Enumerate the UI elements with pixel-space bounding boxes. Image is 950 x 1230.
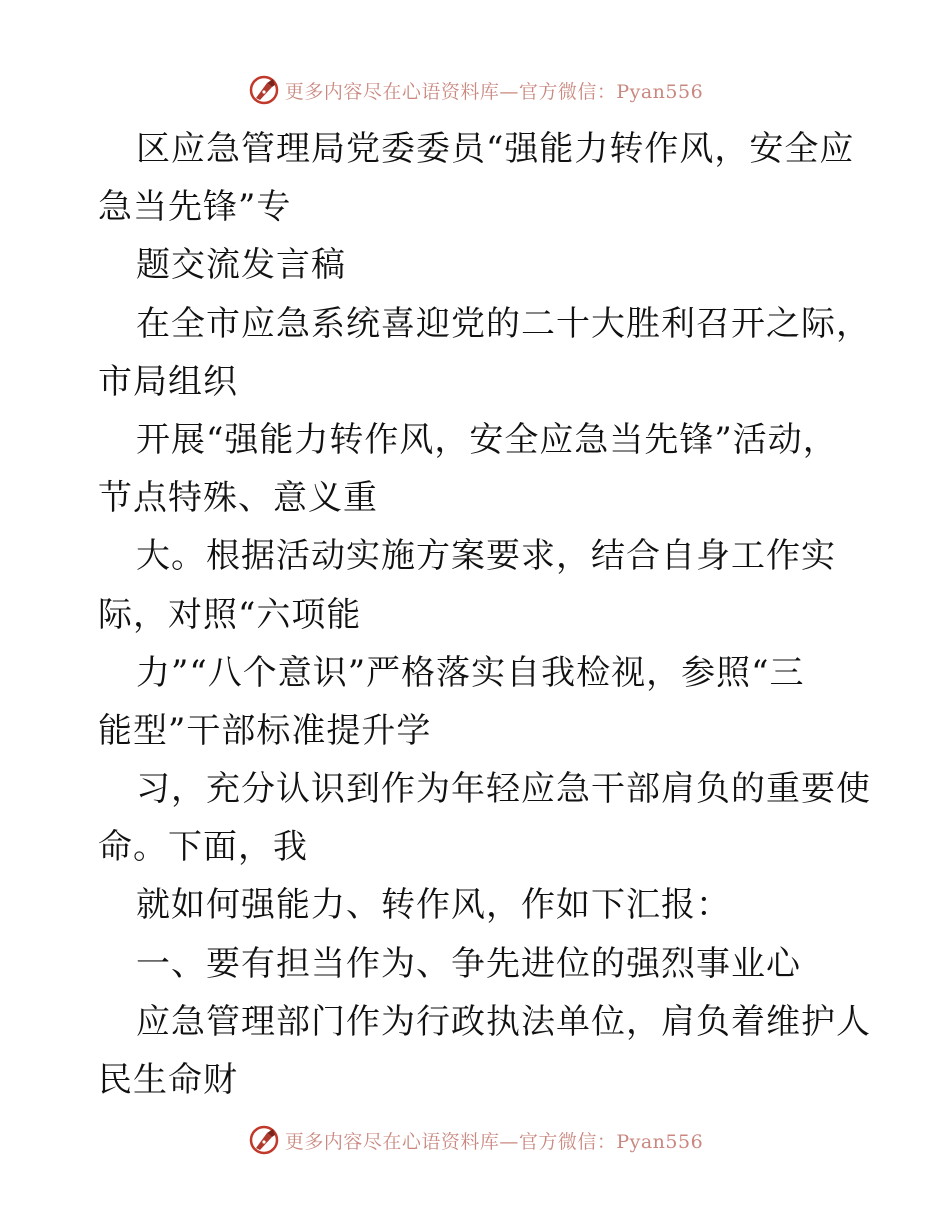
text-line: 一、要有担当作为、争先进位的强烈事业心 bbox=[136, 943, 801, 984]
document-body bbox=[98, 120, 871, 1109]
text-line: 命。下面，我 bbox=[98, 827, 308, 868]
header-watermark-banner bbox=[0, 70, 950, 110]
text-line: 能型”干部标准提升学 bbox=[98, 710, 432, 751]
text-line: 力”“八个意识”严格落实自我检视，参照“三 bbox=[136, 652, 805, 693]
text-line: 应急管理部门作为行政执法单位，肩负着维护人 bbox=[136, 1001, 871, 1042]
text-line: 际，对照“六项能 bbox=[98, 594, 362, 635]
text-line: 急当先锋”专 bbox=[98, 187, 292, 228]
text-line: 开展“强能力转作风，安全应急当先锋”活动， bbox=[136, 419, 838, 460]
text-line: 习，充分认识到作为年轻应急干部肩负的重要使 bbox=[136, 769, 871, 810]
text-line: 民生命财 bbox=[98, 1060, 238, 1100]
footer-watermark-banner bbox=[0, 1120, 950, 1160]
pen-nib-logo-icon bbox=[247, 73, 281, 107]
text-line: 题交流发言稿 bbox=[136, 245, 346, 286]
watermark-text: 更多内容尽在心语资料库—官方微信：Pyan556 bbox=[284, 1130, 704, 1153]
text-line: 市局组织 bbox=[98, 361, 238, 402]
watermark-text: 更多内容尽在心语资料库—官方微信：Pyan556 bbox=[284, 80, 704, 103]
text-line: 就如何强能力、转作风，作如下汇报： bbox=[136, 885, 731, 926]
text-line: 节点特殊、意义重 bbox=[98, 478, 378, 519]
text-line: 区应急管理局党委委员“强能力转作风，安全应 bbox=[136, 129, 855, 169]
text-line: 大。根据活动实施方案要求，结合自身工作实 bbox=[136, 536, 836, 577]
text-line: 在全市应急系统喜迎党的二十大胜利召开之际， bbox=[136, 303, 871, 344]
pen-nib-logo-icon bbox=[247, 1123, 281, 1157]
